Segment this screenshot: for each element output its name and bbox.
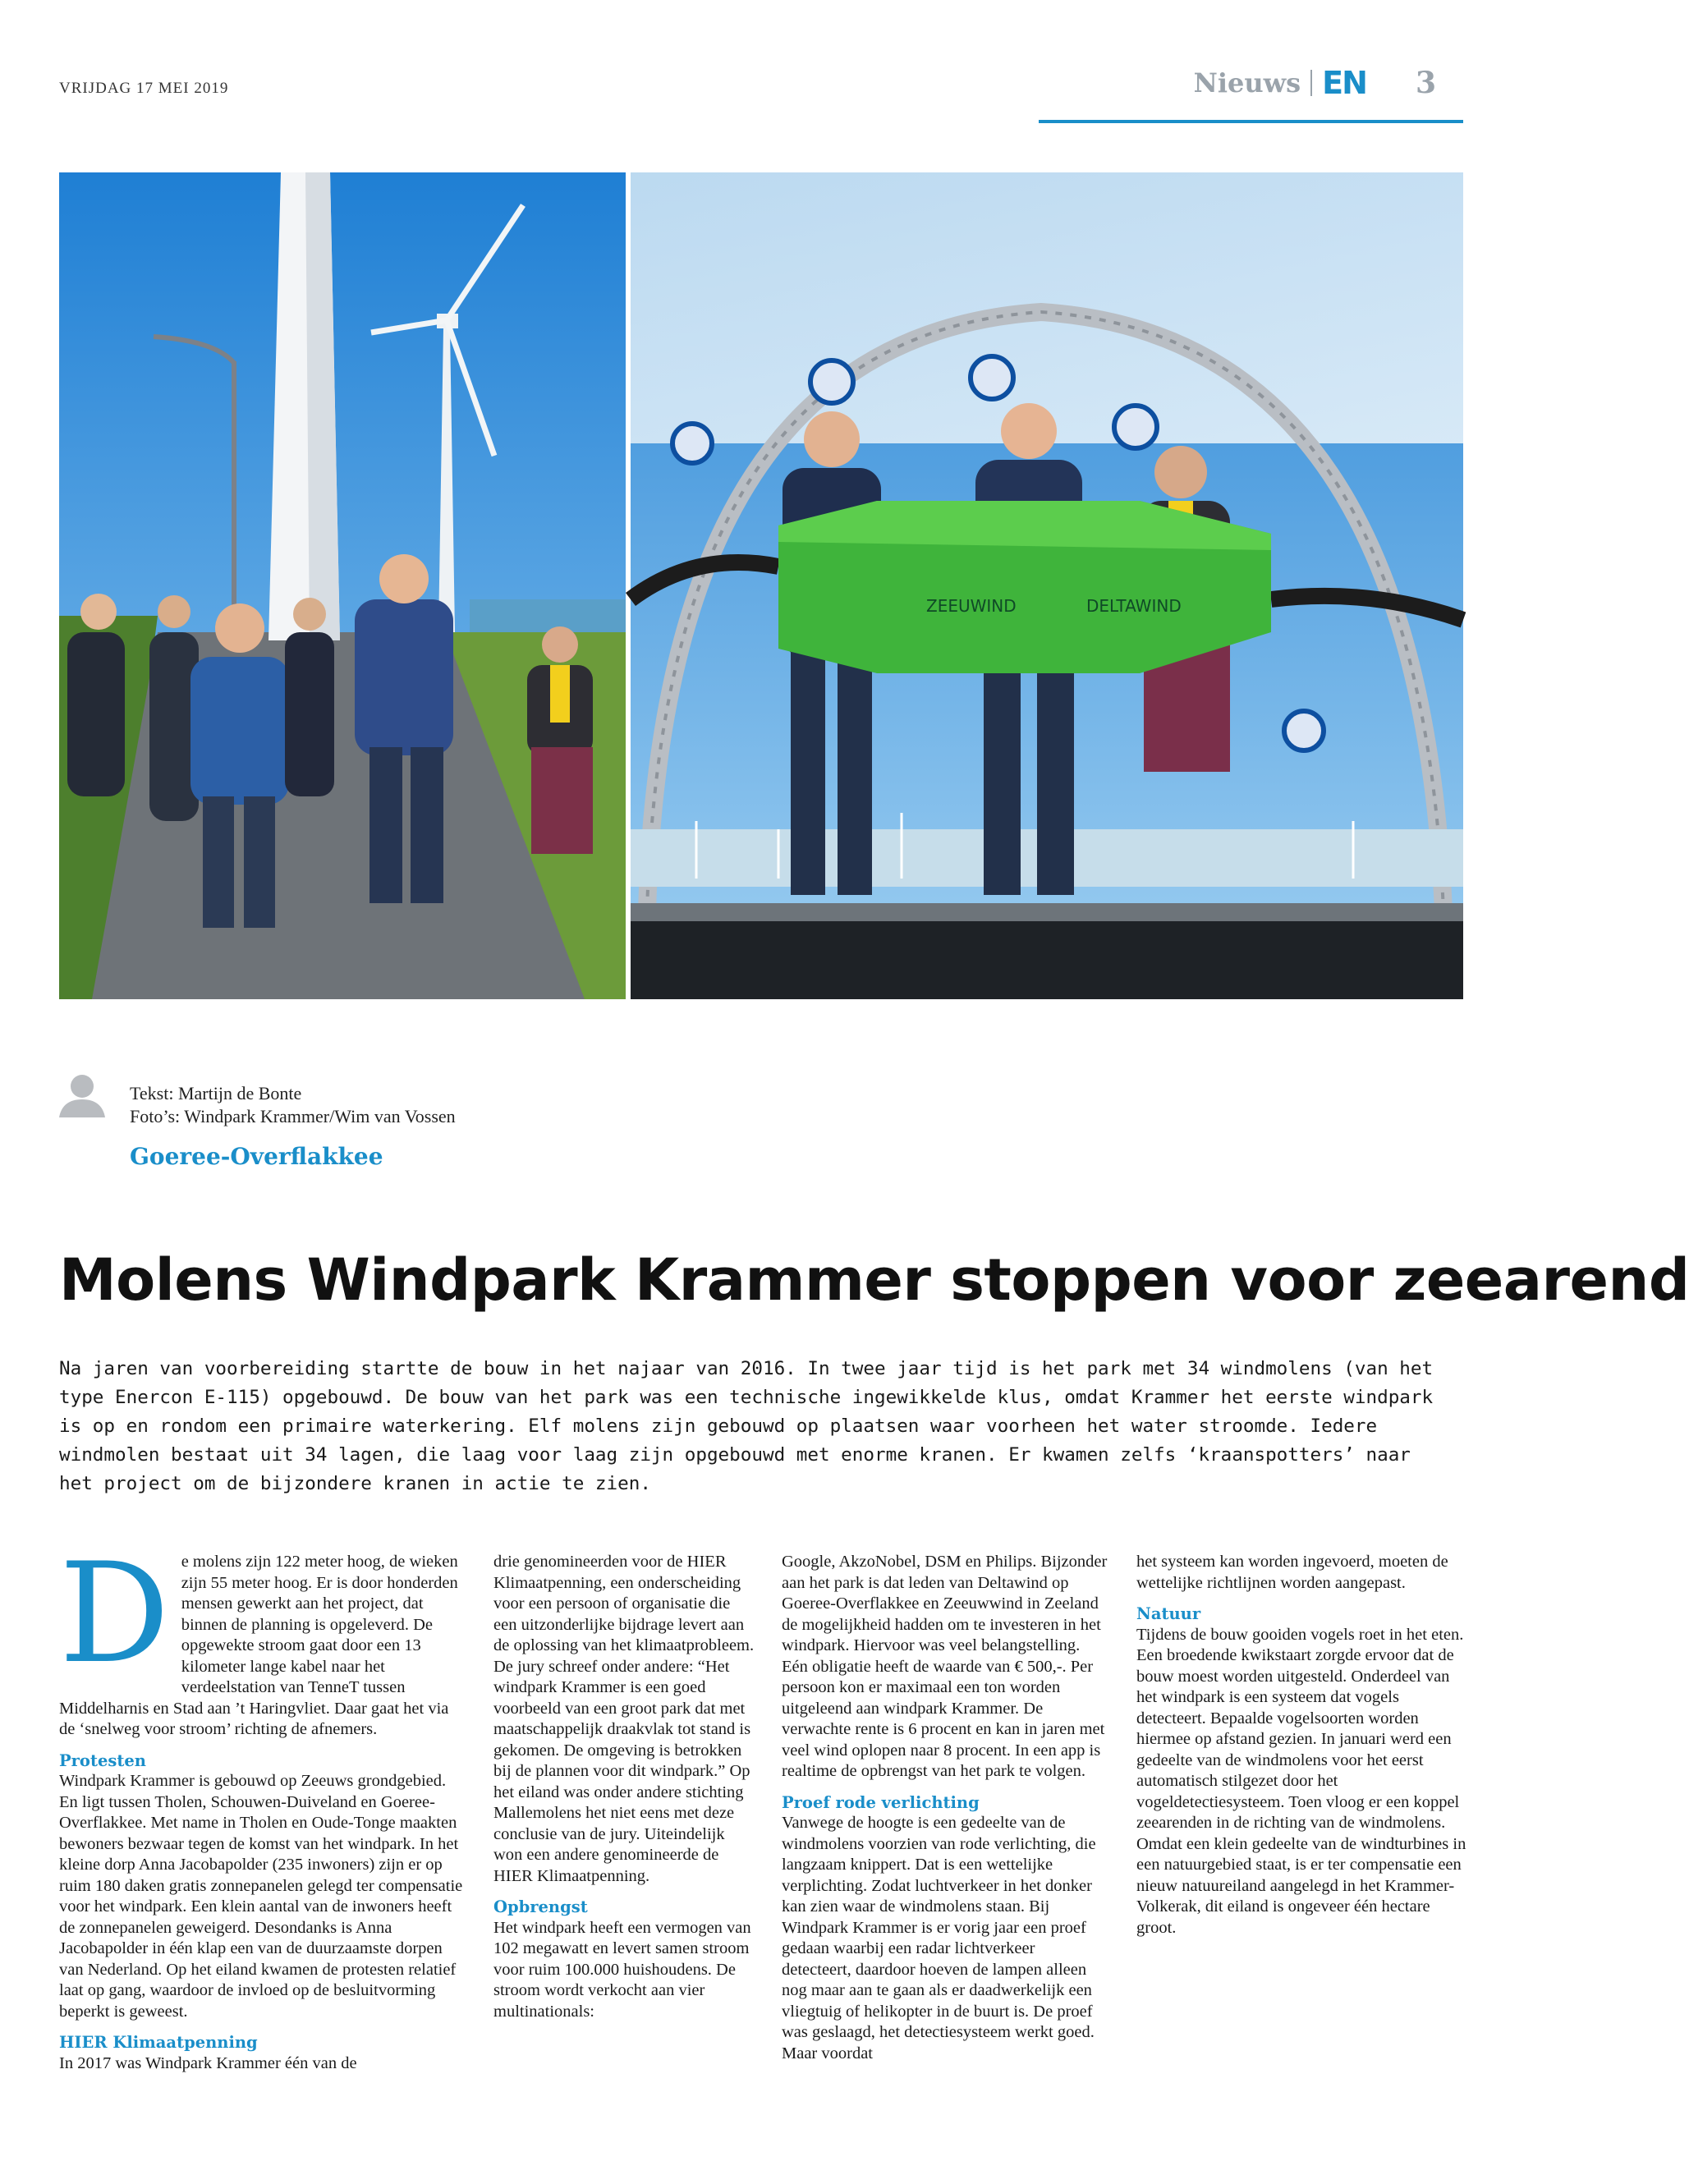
subheading-natuur: Natuur [1136,1604,1201,1623]
paragraph: Vanwege de hoogte is een gedeelte van de windmolens voorzien van rode verlichting, die langzaam knippert. Dat is een wettelijke verplichting. Zodat luchtverkeer in het donker kan zien waar de windmolens staan. Bij Windpark Krammer is er vorig jaar een proef gedaan waarbij een radar lichtverkeer detecteert, daardoor hoeven de lampen alleen nog maar aan te gaan als er daadwerkelijk een vliegtuig of helikopter in de buurt is. De proef was geslaagd, het detectiesysteem werkt goed. Maar voordat [782,1814,1096,2062]
byline [130,1082,456,1128]
photo-stage [631,172,1463,999]
subheading-klimaatpenning: HIER Klimaatpenning [59,2033,258,2052]
paragraph: drie genomineerden voor de HIER Klimaatpenning, een onderscheiding voor een persoon of organisatie die een uitzonderlijke bijdrage levert aan de oplossing van het klimaatprobleem. De jury schreef onder andere: “Het windpark Krammer is een goed voorbeeld van een groot park dat met maatschappelijk draakvlak tot stand is gekomen. De omgeving is betrokken bij de plannen voor dit windpark.” Op het eiland was onder andere stichting Mallemolens het niet eens met deze conclusie van de jury. Uiteindelijk won een andere genomineerde de HIER Klimaatpenning. [493,1553,755,1885]
byline-text: Tekst: Martijn de Bonte [130,1083,302,1103]
body-column-2 [493,1552,756,2027]
paragraph: Tijdens de bouw gooiden vogels roet in het eten. Een broedende kwikstaart zorgde ervoor dat de bouw moest worden uitgesteld. Onderdeel van het windpark is een systeem dat vogels detecteert. Bepaalde vogelsoorten worden hiermee op afstand gezien. In januari werd een gedeelte van de windmolens voor het eerst automatisch stilgezet door het vogeldetectiesysteem. Toen vloog er een koppel zeearenden in de richting van de windmolens. Omdat een klein gedeelte van de windturbines in een natuurgebied staat, is er ter compensatie een nieuw natuureiland aangelegd in het Krammer-Volkerak, dit eiland is ongeveer één hectare groot. [1136,1625,1466,1937]
paragraph: e molens zijn 122 meter hoog, de wieken zijn 55 meter hoog. Er is door honderden mensen gewerkt aan het project, dat binnen de planning is opgeleverd. De opgewekte stroom gaat door een 13 kilometer lange kabel naar het verdeelstation van TenneT tussen Middelharnis en Stad aan ’t Haringvliet. Daar gaat het via de ‘snelweg voor stroom’ richting de afnemers. [59,1553,458,1738]
drop-cap: D [59,1533,170,1694]
subheading-verlichting: Proef rode verlichting [782,1792,980,1812]
left-photo-windturbines-walking [59,172,626,999]
paragraph: Windpark Krammer is gebouwd op Zeeuws grondgebied. En ligt tussen Tholen, Schouwen-Duiveland en Goeree-Overflakkee. Met name in Tholen en Oude-Tonge maakten bewoners bezwaar tegen de komst van het windpark. In het kleine dorp Anna Jacobapolder (235 inwoners) zijn er op ruim 180 daken gratis zonnepanelen gelegd ter compensatie voor het windpark. Een klein aantal van de inwoners heeft de zonnepanelen geweigerd. Desondanks is Anna Jacobapolder in één klap een van de duurzaamste dorpen van Nederland. Op het eiland kwamen de protesten relatief laat op gang, waardoor de invloed op de besluitvorming beperkt is geweest. [59,1772,463,2021]
rubric-divider [1310,70,1312,96]
right-photo-stage-connector [631,172,1463,999]
header-rule [1039,120,1463,123]
deltawind-label: DELTAWIND [1086,596,1182,616]
subheading-protesten: Protesten [59,1750,146,1770]
author-silhouette-icon [59,1071,105,1117]
paragraph: Het windpark heeft een vermogen van 102 megawatt en levert samen stroom voor ruim 100.000 huishoudens. De stroom wordt verkocht aan vier multinationals: [493,1918,751,2021]
newspaper-logo: EN [1322,65,1366,101]
paragraph: Google, AkzoNobel, DSM en Philips. Bijzonder aan het park is dat leden van Deltawind op Goeree-Overflakkee en Zeeuwwind in Zeeland de mogelijkheid hadden om te investeren in het windpark. Hiervoor was veel belangstelling. Eén obligatie heeft de waarde van € 500,-. Per persoon kon er maximaal een ton worden uitgeleend aan windpark Krammer. De verwachte rente is 6 procent en kan in jaren met veel wind oplopen naar 8 procent. In een app is realtime de opbrengst van het park te volgen. [782,1553,1108,1780]
zeeuwind-label: ZEEUWIND [926,596,1017,616]
section-label: Nieuws [1193,67,1301,99]
body-column-3 [782,1552,1108,2069]
section-rubric [1194,62,1436,103]
paragraph: In 2017 was Windpark Krammer één van de [59,2053,357,2072]
body-column-4 [1136,1552,1469,1943]
subheading-opbrengst: Opbrengst [493,1897,588,1916]
byline-photos: Foto’s: Windpark Krammer/Wim van Vossen [130,1106,456,1126]
region-label: Goeree-Overflakkee [130,1143,383,1170]
body-column-1 [59,1533,468,2079]
paragraph: het systeem kan worden ingevoerd, moeten de wettelijke richtlijnen worden aangepast. [1136,1553,1448,1592]
page-number: 3 [1415,66,1436,100]
headline: Molens Windpark Krammer stoppen voor zeearend [59,1246,1689,1314]
photo-windturbines [59,172,626,999]
intro-paragraph: Na jaren van voorbereiding startte de bouw in het najaar van 2016. In twee jaar tijd is het park met 34 windmolens (van het type Enercon E-115) opgebouwd. De bouw van het park was een technische ingewikkelde klus, omdat Krammer het eerste windpark is op en rondom een primaire waterkering. Elf molens zijn gebouwd op plaatsen waar voorheen het water stroomde. Iedere windmolen bestaat uit 34 lagen, die laag voor laag zijn opgebouwd met enorme kranen. Er kwamen zelfs ‘kraanspotters’ naar het project om de bijzondere kranen in actie te zien. [59,1358,1434,1494]
date-line: VRIJDAG 17 MEI 2019 [59,80,229,97]
